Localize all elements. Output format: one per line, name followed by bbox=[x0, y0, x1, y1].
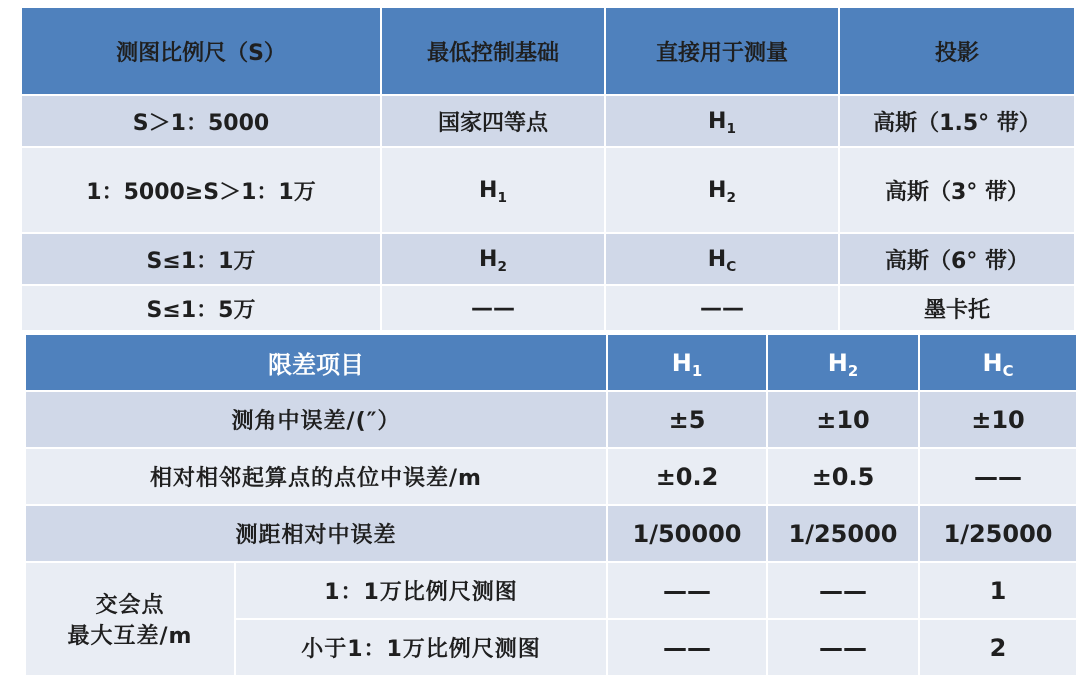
row-label: 测距相对中误差 bbox=[25, 505, 607, 562]
value-cell: ±5 bbox=[607, 391, 767, 448]
header-sub: 2 bbox=[847, 361, 859, 380]
value-cell: 1/25000 bbox=[919, 505, 1077, 562]
scale-cell: S≤1：5万 bbox=[21, 285, 381, 331]
table-row bbox=[25, 505, 1077, 562]
header-sub: 1 bbox=[691, 361, 703, 380]
merged-row-label bbox=[25, 562, 235, 676]
direct-cell bbox=[605, 95, 839, 147]
projection-cell: 高斯（6° 带） bbox=[839, 233, 1075, 285]
value-cell: 1/25000 bbox=[767, 505, 919, 562]
base-cell bbox=[381, 233, 605, 285]
tolerance-table bbox=[24, 333, 1078, 677]
header-cell-direct: 直接用于测量 bbox=[605, 7, 839, 95]
table-header-row bbox=[25, 334, 1077, 391]
header-cell-hc bbox=[919, 334, 1077, 391]
value-cell: 2 bbox=[919, 619, 1077, 676]
scale-cell: 1：5000≥S＞1：1万 bbox=[21, 147, 381, 233]
value-cell: —— bbox=[607, 562, 767, 619]
table-row bbox=[21, 285, 1075, 331]
base-cell bbox=[381, 95, 605, 147]
base-sub: 1 bbox=[497, 189, 507, 206]
base-main: 国家四等点 bbox=[437, 110, 548, 136]
header-sub: C bbox=[1002, 361, 1014, 380]
base-main: —— bbox=[471, 295, 515, 321]
header-cell-item: 限差项目 bbox=[25, 334, 607, 391]
row-label: 相对相邻起算点的点位中误差/m bbox=[25, 448, 607, 505]
direct-main: H bbox=[708, 177, 727, 203]
value-cell: 1 bbox=[919, 562, 1077, 619]
value-cell: —— bbox=[607, 619, 767, 676]
projection-table bbox=[20, 6, 1076, 332]
table-row bbox=[21, 233, 1075, 285]
base-cell bbox=[381, 147, 605, 233]
direct-main: H bbox=[707, 246, 727, 272]
direct-cell bbox=[605, 233, 839, 285]
header-cell-h2 bbox=[767, 334, 919, 391]
merged-label-line1: 交会点 bbox=[95, 593, 165, 618]
value-cell: ±0.5 bbox=[767, 448, 919, 505]
direct-sub: C bbox=[726, 258, 737, 275]
value-cell: ±10 bbox=[919, 391, 1077, 448]
base-sub: 2 bbox=[497, 258, 507, 275]
table-row bbox=[25, 562, 1077, 619]
merged-label-line2: 最大互差/m bbox=[67, 624, 193, 649]
table-row bbox=[25, 391, 1077, 448]
value-cell: —— bbox=[767, 562, 919, 619]
header-cell-projection: 投影 bbox=[839, 7, 1075, 95]
projection-cell: 高斯（1.5° 带） bbox=[839, 95, 1075, 147]
base-main: H bbox=[479, 246, 498, 272]
value-cell: ±10 bbox=[767, 391, 919, 448]
subrow-label: 1：1万比例尺测图 bbox=[235, 562, 607, 619]
scale-cell: S≤1：1万 bbox=[21, 233, 381, 285]
value-cell: 1/50000 bbox=[607, 505, 767, 562]
header-cell-h1 bbox=[607, 334, 767, 391]
value-cell: —— bbox=[767, 619, 919, 676]
header-main: H bbox=[982, 348, 1003, 377]
row-label: 测角中误差/(″） bbox=[25, 391, 607, 448]
value-cell: ±0.2 bbox=[607, 448, 767, 505]
subrow-label: 小于1：1万比例尺测图 bbox=[235, 619, 607, 676]
header-cell-scale: 测图比例尺（S） bbox=[21, 7, 381, 95]
direct-sub: 2 bbox=[726, 189, 736, 206]
base-main: H bbox=[479, 177, 498, 203]
table-row bbox=[21, 95, 1075, 147]
direct-sub: 1 bbox=[726, 120, 736, 137]
base-cell bbox=[381, 285, 605, 331]
table-row bbox=[25, 448, 1077, 505]
direct-cell bbox=[605, 147, 839, 233]
header-main: H bbox=[827, 348, 848, 377]
table-header-row bbox=[21, 7, 1075, 95]
value-cell: —— bbox=[919, 448, 1077, 505]
header-main: H bbox=[671, 348, 692, 377]
table-row bbox=[21, 147, 1075, 233]
direct-cell bbox=[605, 285, 839, 331]
projection-cell: 高斯（3° 带） bbox=[839, 147, 1075, 233]
projection-cell: 墨卡托 bbox=[839, 285, 1075, 331]
scale-cell: S＞1：5000 bbox=[21, 95, 381, 147]
direct-main: —— bbox=[700, 295, 744, 321]
header-cell-base: 最低控制基础 bbox=[381, 7, 605, 95]
direct-main: H bbox=[708, 108, 727, 134]
